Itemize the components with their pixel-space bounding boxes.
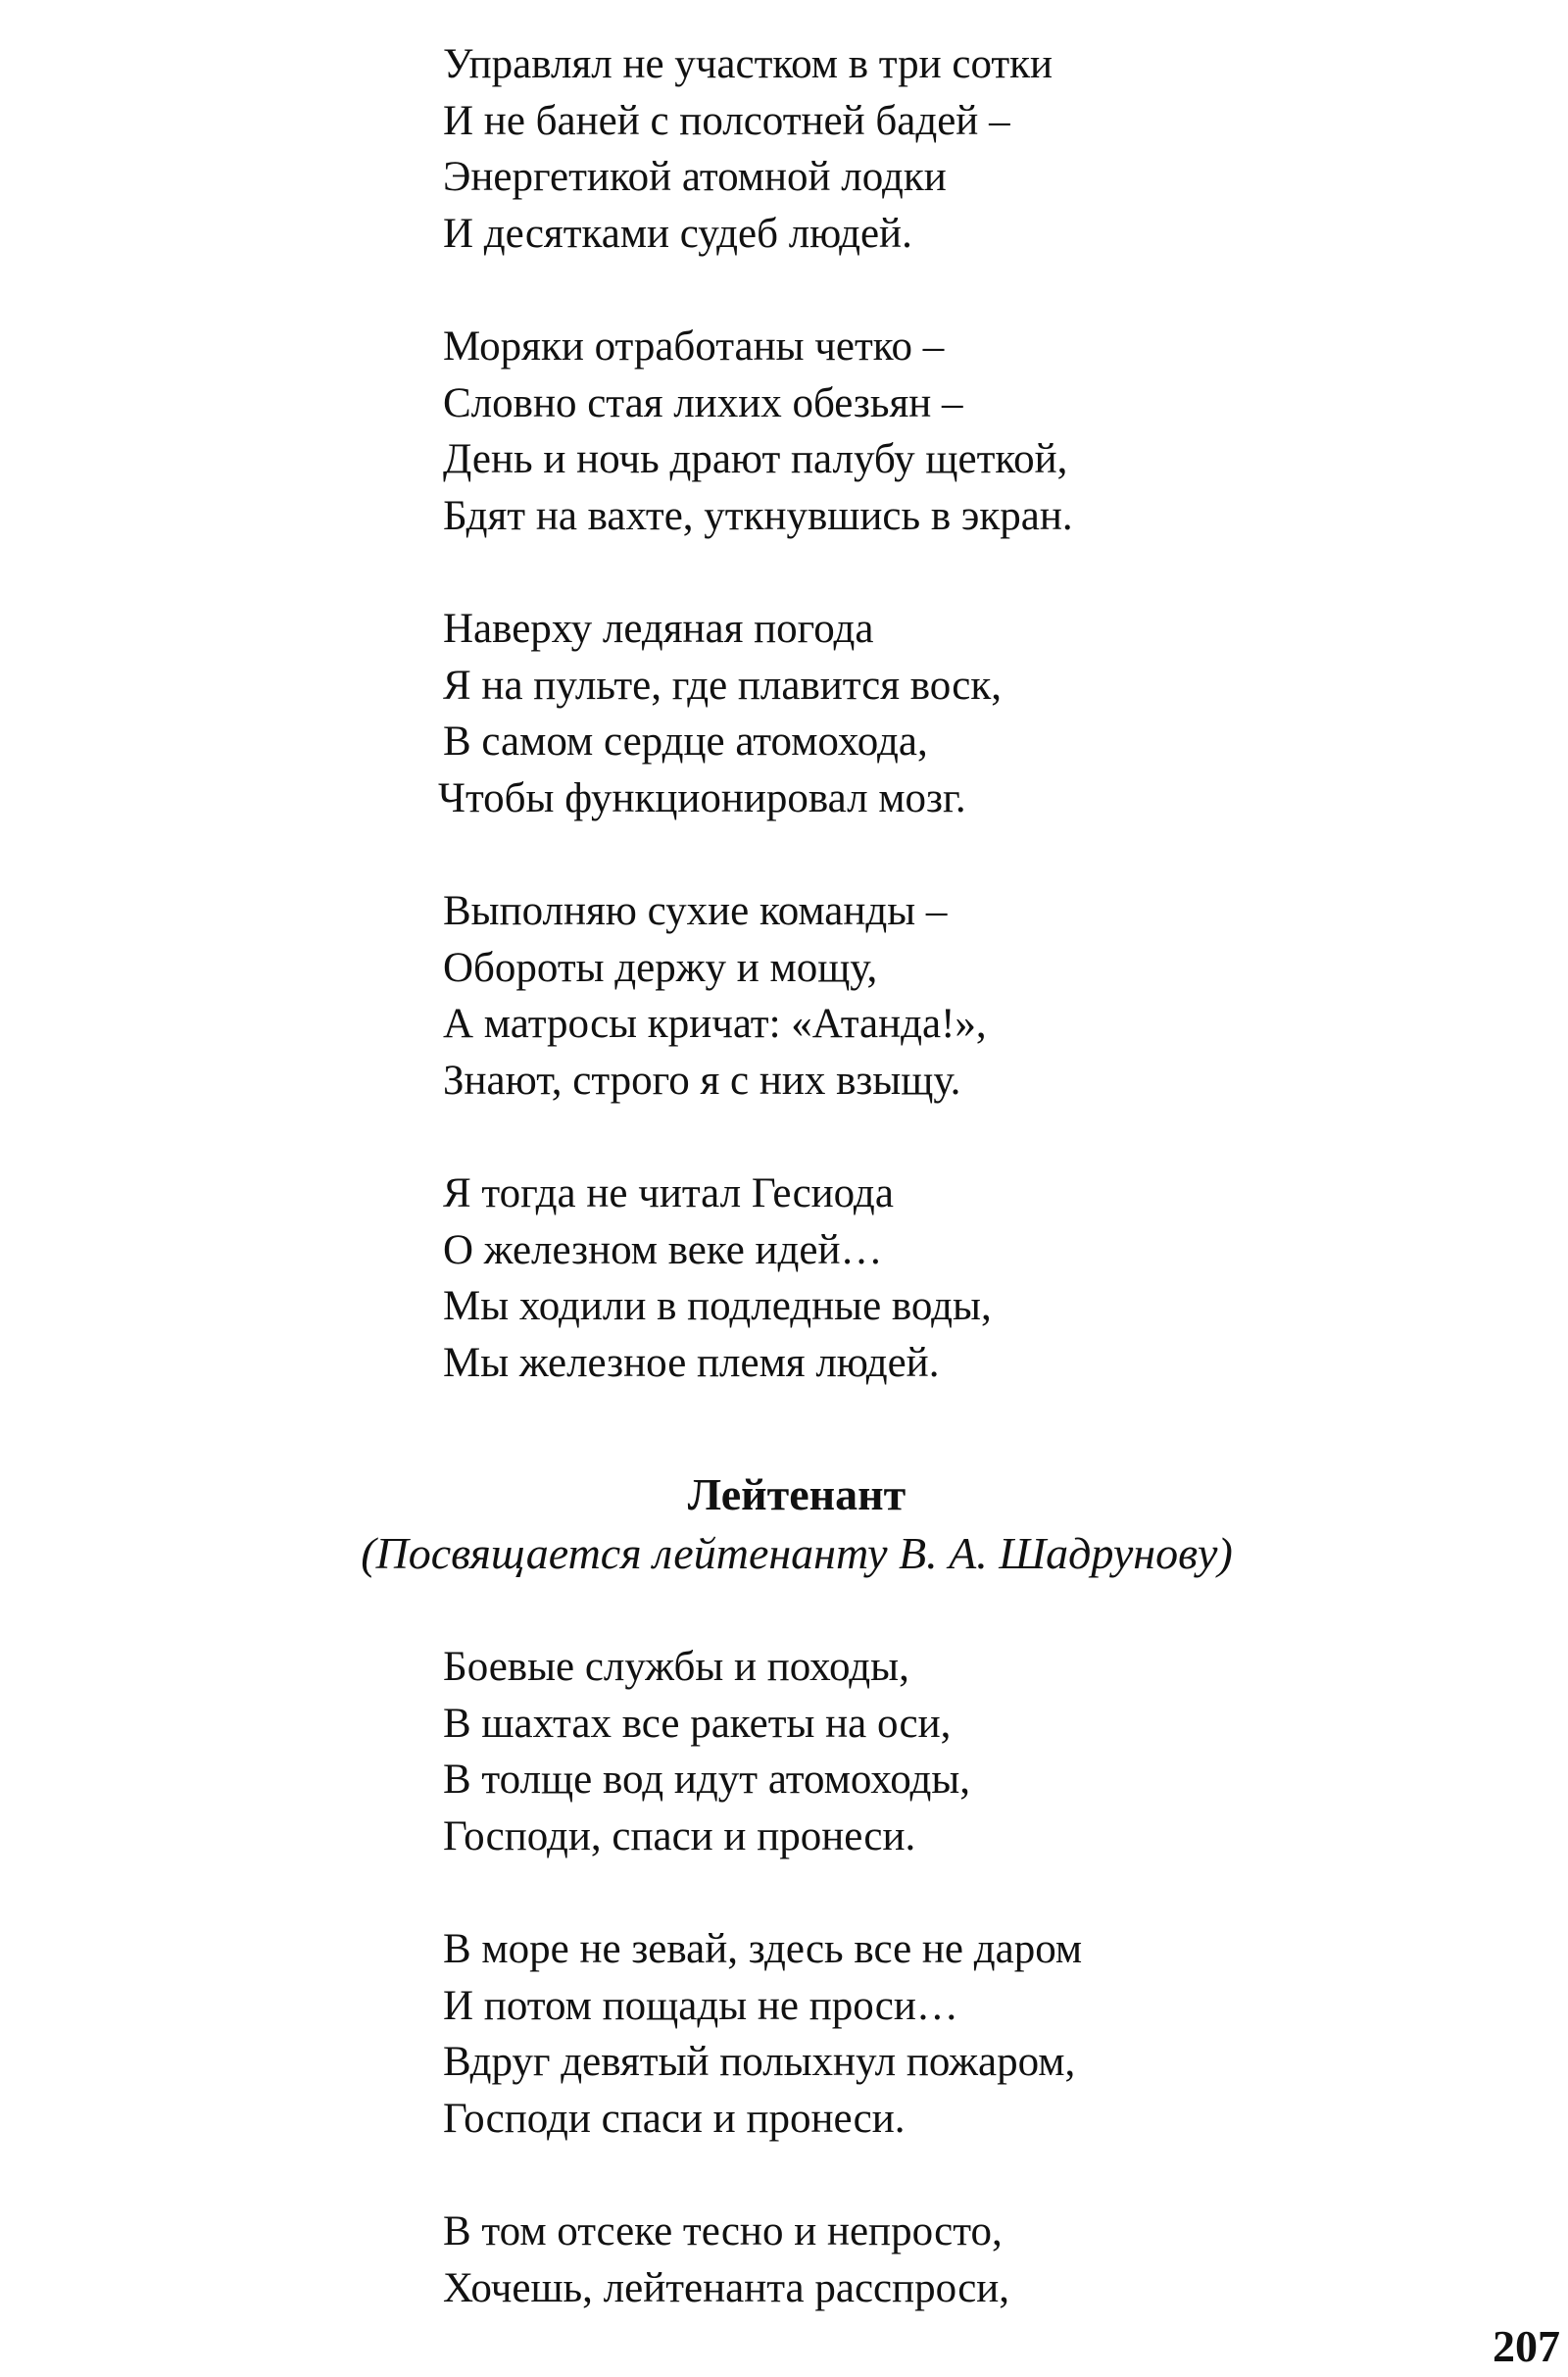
poem-line: Вдруг девятый полыхнул пожаром, [443,2039,1076,2085]
poem-line: В том отсеке тесно и непросто, [443,2208,1003,2254]
poem-line: Знают, строго я с них взыщу. [443,1057,961,1104]
poem-line: И потом пощады не проси… [443,1982,958,2029]
poem-line: Я на пульте, где плавится воск, [443,662,1003,709]
page-number: 207 [1493,2321,1560,2371]
poem-title: Лейтенант [687,1469,906,1519]
poem-line: В толще вод идут атомоходы, [443,1757,970,1803]
poem-line: В море не зевай, здесь все не даром [443,1926,1083,1972]
poem-line: О железном веке идей… [443,1226,883,1273]
poem-line: И не баней с полсотней бадей – [443,97,1010,144]
poem-line: В шахтах все ракеты на оси, [443,1700,952,1747]
poem-line: Хочешь, лейтенанта расспроси, [443,2264,1010,2311]
poem-line: Обороты держу и мощу, [443,944,878,991]
stanza [438,601,1325,826]
poem-line: День и ночь драют палубу щеткой, [443,436,1068,482]
poem-line: Энергетикой атомной лодки [443,154,947,200]
stanza [443,36,1325,262]
poem-line: Чтобы функционировал мозг. [438,774,966,821]
poem-part-one [438,36,1325,1391]
poem-line: Моряки отработаны четко – [443,323,945,370]
stanza [443,1165,1325,1391]
poem-line: Управлял не участком в три сотки [443,41,1054,87]
poem-line: Словно стая лихих обезьян – [443,379,963,426]
stanza [443,319,1325,544]
poem-line: Я тогда не читал Гесиода [443,1170,894,1216]
poem-line: А матросы кричат: «Атанда!», [443,1001,987,1047]
stanza [443,883,1325,1109]
poem-line: Господи, спаси и пронеси. [443,1812,916,1859]
poem-dedication: (Посвящается лейтенанту В. А. Шадрунову) [361,1528,1233,1578]
poem-line: Выполняю сухие команды – [443,888,948,934]
stanza [443,1639,1325,1864]
poem-line: Мы железное племя людей. [443,1339,940,1386]
poem-part-two [443,1639,1325,2316]
stanza [443,1921,1325,2147]
poem-line: Господи спаси и пронеси. [443,2095,906,2142]
poem-line: Боевые службы и походы, [443,1644,909,1690]
poem-line: Бдят на вахте, уткнувшись в экран. [443,492,1073,539]
stanza [443,2204,1325,2316]
poem-line: Мы ходили в подледные воды, [443,1283,992,1329]
poem-line: Наверху ледяная погода [443,606,874,652]
poem-line: В самом сердце атомохода, [443,718,928,765]
poem-line: И десятками судеб людей. [443,210,912,257]
